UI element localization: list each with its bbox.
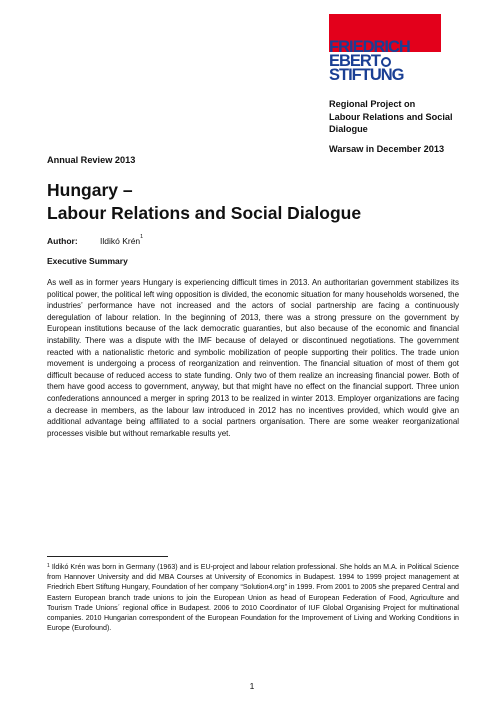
- footnote-text: Ildikó Krén was born in Germany (1963) and is EU-project and labour relation professional. She holds an M.A. in Political Science from Hannover University and did MBA Courses at University of Economics in Budapest. 1994 to 1999 project management at Friedrich Ebert Stiftung Hungary, Foundation of her company “Solution4.org” in 1999. From 2001 to 2005 she prepared Central and Eastern European branch trade unions to join the European Union as head of European Federation of Food, Agriculture and Tourism Trade Unions´ regional office in Budapest. 2006 to 2010 Coordinator of IUF Global Organising Project for multinational companies. 2010 Hungarian correspondent of the European Foundation for the Improvement of Living and Working Conditions in Europe (Eurofound).: [47, 563, 459, 633]
- project-line-3: Dialogue: [329, 124, 368, 134]
- fes-logo: [329, 40, 441, 82]
- page-number: 1: [249, 681, 255, 691]
- section-heading: Executive Summary: [47, 256, 128, 266]
- footnote: [47, 562, 459, 633]
- title-line-2: Labour Relations and Social Dialogue: [47, 203, 362, 223]
- executive-summary-text: As well as in former years Hungary is experiencing difficult times in 2013. An authoritarian government stabilizes its political power, the political left wing opposition is divided, the economic situation for many households worsened, the industries’ performance have not increased and the actors of social partnership are facing a continuously deregulation of labour relation. In the beginning of 2013, there was a strong pressure on the government by European institutions because of the lack democratic guaranties, but also because of the economic and financial instability. There was a dispute with the IMF because of delayed or discontinued negotiations. The government reacted with a nationalistic rhetoric and symbolic mobilization of people supporting their politics. The trade union movement is undergoing a process of reorganization and reinvention. The financial situation of most of them got difficult because of reduced access to state funding. Only two of them realize an increasing financial power. Both of them have good access to government, anyway, but that might have no effect on the financial support. Three union confederations announced a merger in spring 2013 to be realized in winter 2013. Employer organizations are facing a decrease in members, as the labour law introduced in 2012 has no incentives provided, which would give an additional advantage being affiliated to a social partners organisation. There are some weaker reorganizational processes visible but without remarkable results yet.: [47, 278, 459, 438]
- footnote-divider: [47, 556, 168, 557]
- logo-line-3: STIFTUNG: [329, 66, 404, 84]
- logo-line-1: FRIEDRICH: [329, 38, 410, 56]
- project-line-1: Regional Project on: [329, 99, 416, 109]
- annual-review-label: Annual Review 2013: [47, 155, 136, 165]
- author-name: Ildikó Krén: [100, 236, 141, 246]
- logo-line-2-text: EBERT: [329, 52, 380, 70]
- footnote-number: 1: [47, 563, 50, 569]
- author-footnote-ref[interactable]: 1: [140, 234, 144, 240]
- author-row: [47, 236, 143, 246]
- title-line-1: Hungary –: [47, 180, 133, 200]
- project-line-2: Labour Relations and Social: [329, 111, 453, 122]
- place-date: Warsaw in December 2013: [329, 144, 445, 154]
- project-name: [329, 98, 489, 136]
- author-label: Author:: [47, 236, 78, 246]
- document-title: [47, 179, 361, 225]
